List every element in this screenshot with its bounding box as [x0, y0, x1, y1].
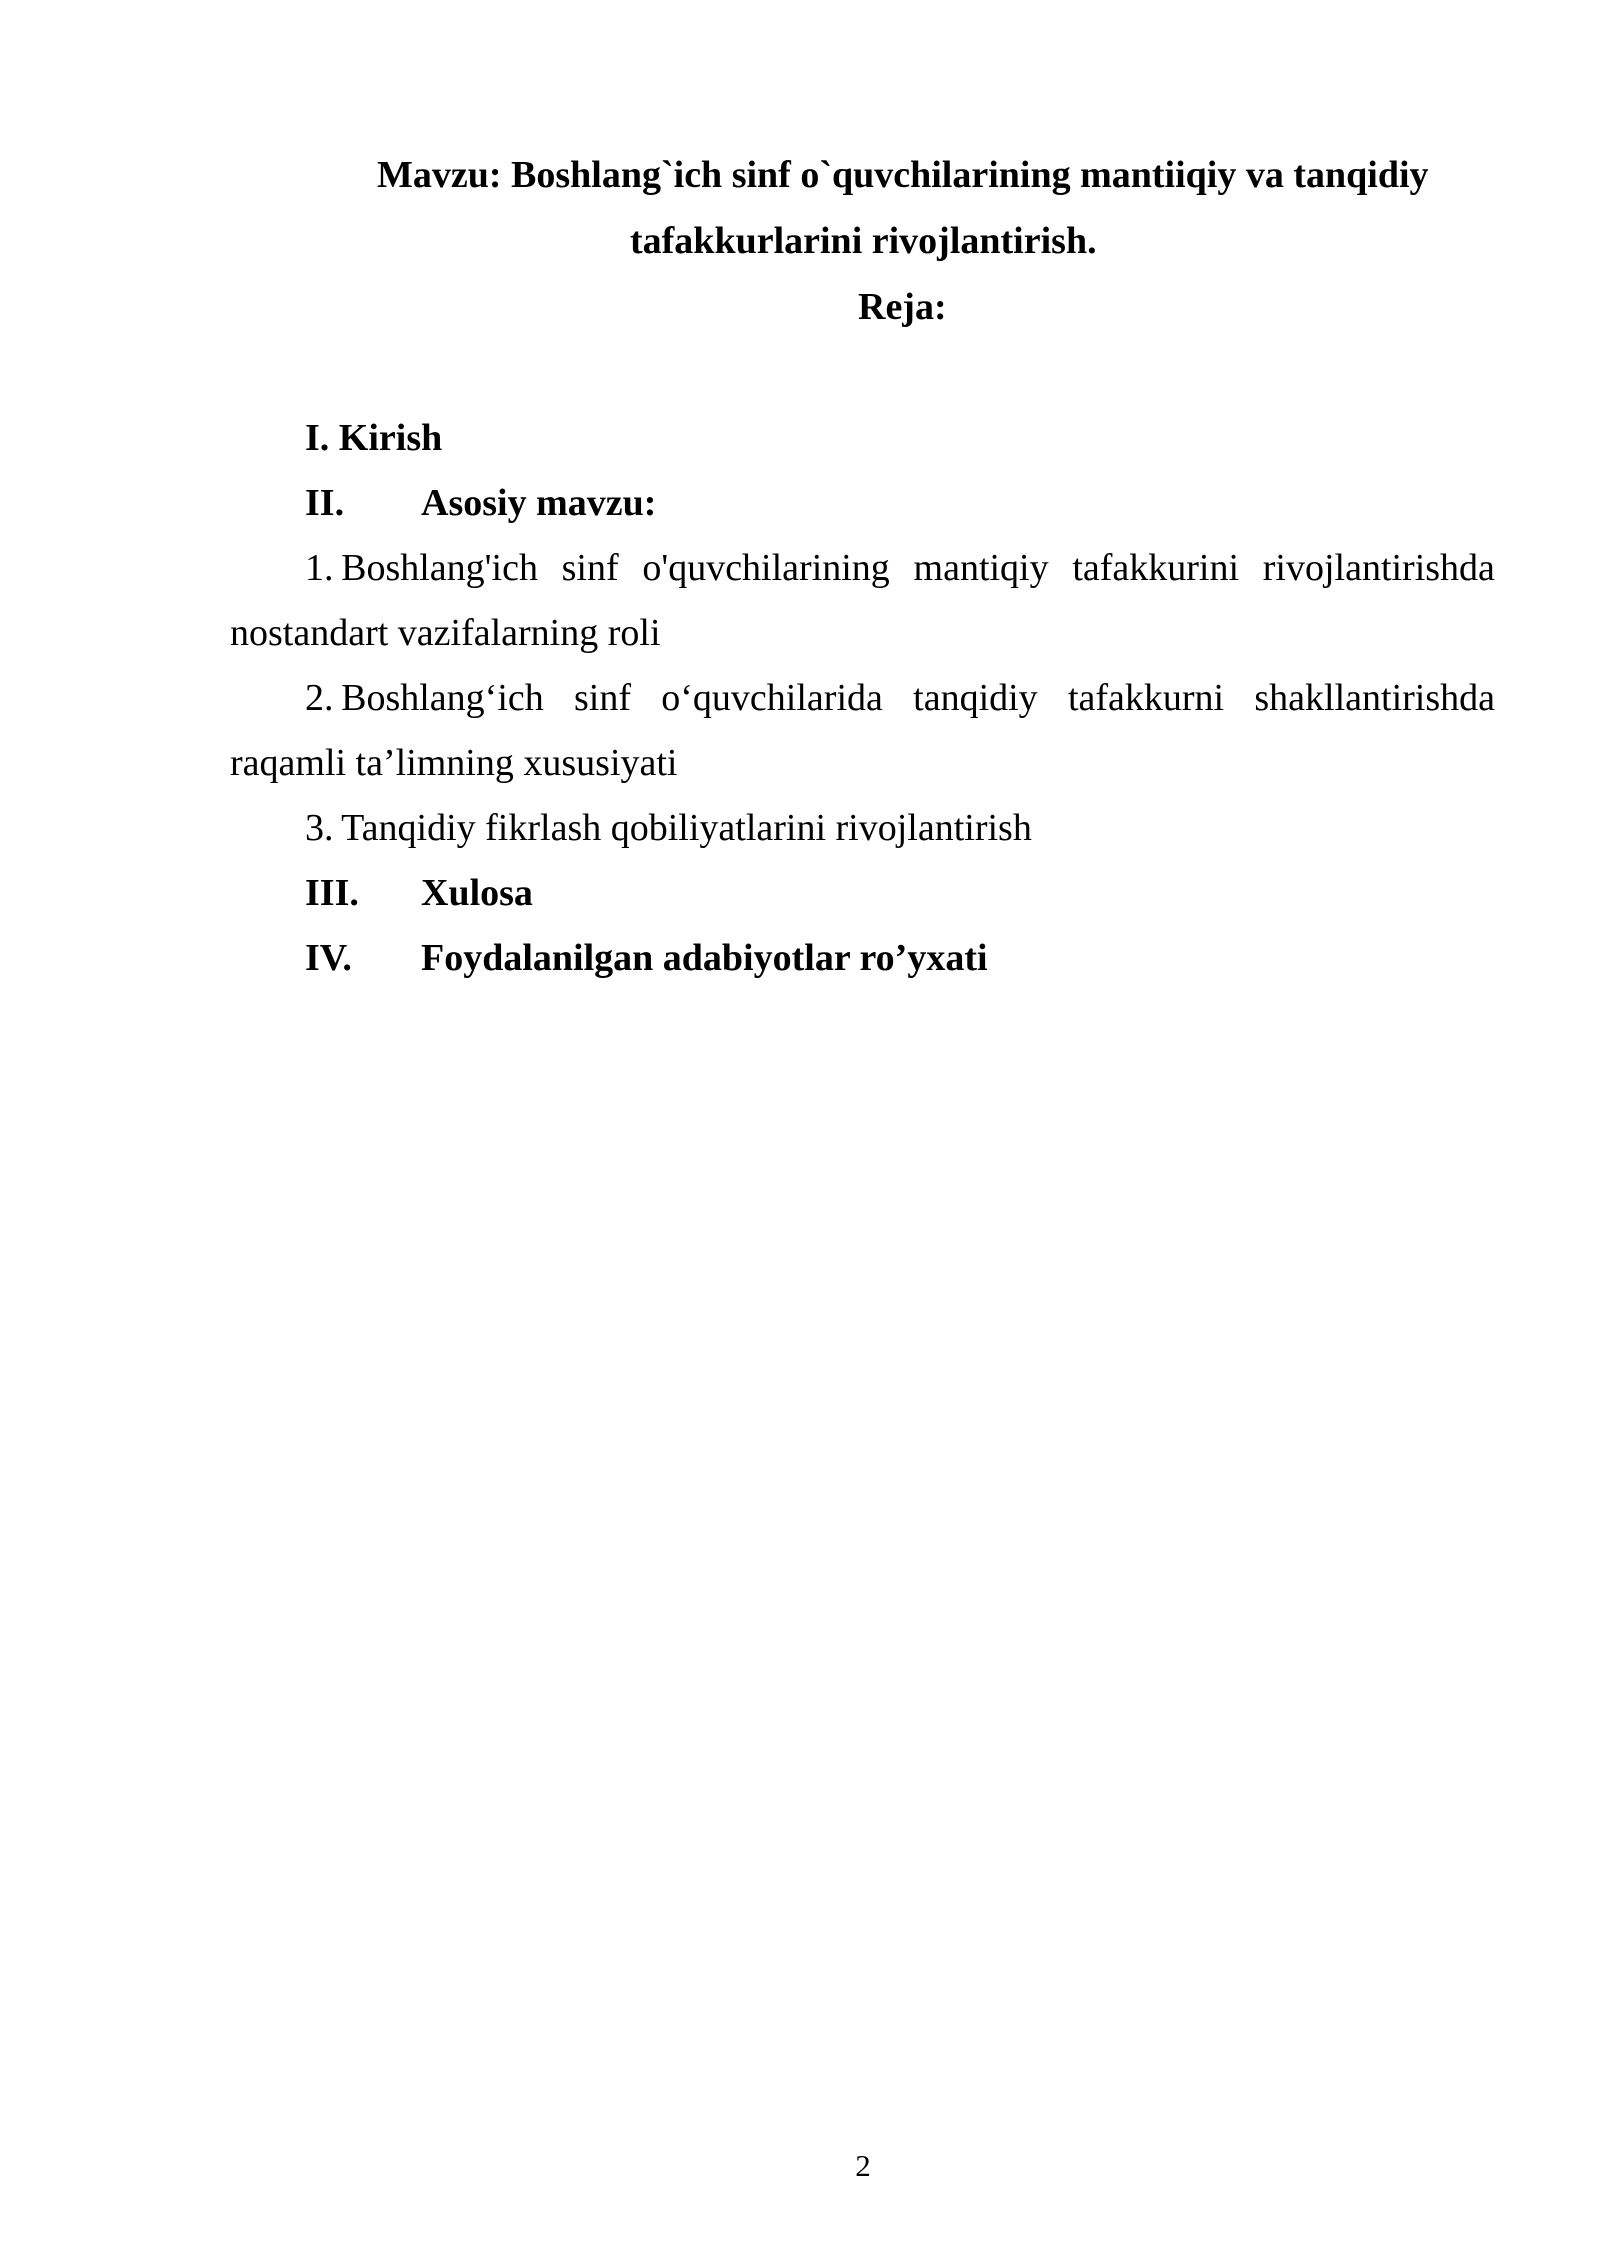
document-title-line-1: Mavzu: Boshlang`ich sinf o`quvchilarining mantiiqiy va tanqidiy [377, 154, 1429, 196]
toc-item-2-word: tanqidiy [913, 677, 1038, 719]
toc-item-1-word: sinf [561, 547, 619, 589]
toc-main-numeral: II. [305, 482, 345, 524]
toc-conclusion-numeral: III. [305, 872, 359, 914]
toc-item-1-word: mantiqiy [913, 547, 1049, 589]
toc-references-numeral: IV. [305, 937, 352, 979]
toc-item-1-word: tafakkurini [1072, 547, 1240, 589]
toc-references-label: Foydalanilgan adabiyotlar ro’yxati [421, 937, 988, 979]
toc-item-3-text: Tanqidiy fikrlash qobiliyatlarini rivojlantirish [341, 807, 1032, 849]
toc-item-1-number-word [305, 549, 538, 587]
toc-item-2-word: Boshlang‘ich [341, 677, 544, 719]
toc-conclusion-label: Xulosa [421, 872, 533, 914]
toc-item-3 [305, 809, 1032, 847]
toc-item-2-word: o‘quvchilarida [661, 677, 883, 719]
toc-item-2-continuation: raqamli ta’limning xususiyati [230, 742, 678, 784]
toc-item-2-first-line [305, 679, 1495, 717]
toc-item-2-word: sinf [574, 677, 632, 719]
toc-item-2-number: 2. [305, 677, 334, 719]
document-title-line-2: tafakkurlarini rivojlantirish. [630, 220, 1097, 262]
toc-main-label: Asosiy mavzu: [421, 482, 657, 524]
toc-item-1-number: 1. [305, 547, 334, 589]
toc-item-1-word: rivojlantirishda [1262, 547, 1495, 589]
toc-item-1-word: o'quvchilarining [642, 547, 890, 589]
toc-item-1-word: Boshlang'ich [341, 547, 538, 589]
toc-item-1-first-line [305, 549, 1495, 587]
toc-intro: I. Kirish [305, 417, 443, 459]
plan-heading: Reja: [858, 286, 947, 328]
page-number: 2 [855, 2148, 871, 2183]
toc-item-2-word: tafakkurni [1067, 677, 1225, 719]
toc-item-2-number-word [305, 679, 544, 717]
toc-item-3-number: 3. [305, 807, 334, 849]
toc-item-1-continuation: nostandart vazifalarning roli [230, 612, 661, 654]
toc-item-2-word: shakllantirishda [1254, 677, 1495, 719]
